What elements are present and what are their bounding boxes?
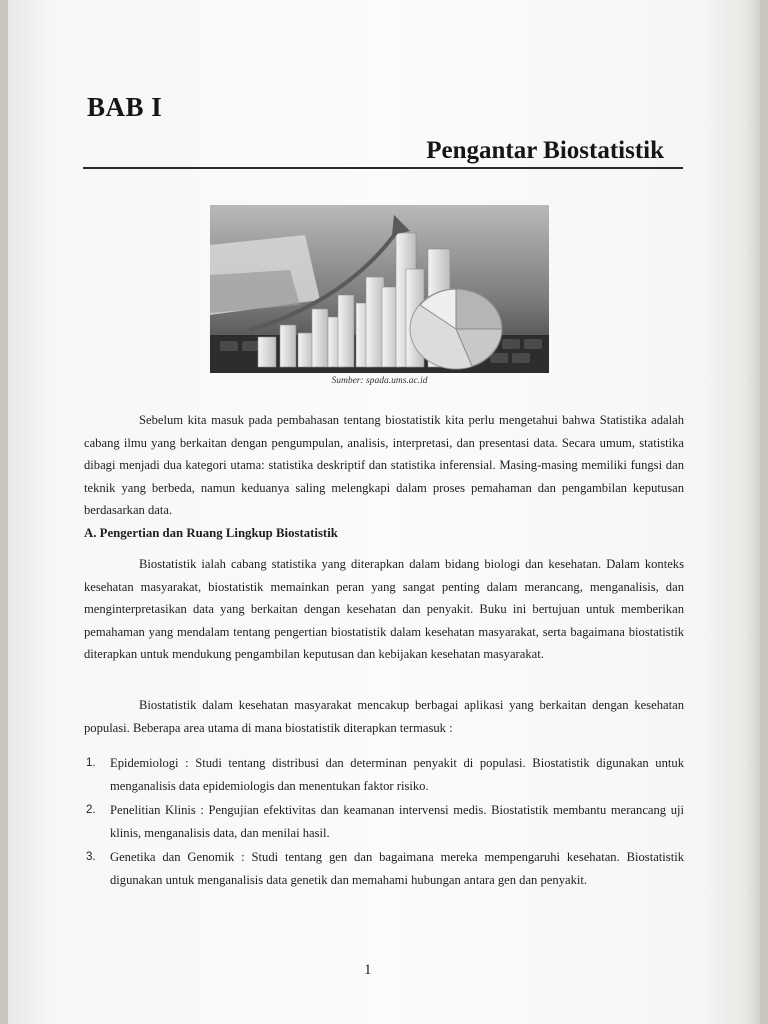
page-number: 1 — [364, 962, 372, 978]
list-item-number: 2. — [86, 804, 96, 816]
chapter-label: BAB I — [87, 92, 163, 122]
list-item-text: Genetika dan Genomik : Studi tentang gen dan bagaimana mereka mempengaruhi kesehatan. Biostatistik digunakan untuk menganalisis data genetik dan memahami hubungan antara gen dan penyakit. — [110, 850, 684, 887]
section-heading: A. Pengertian dan Ruang Lingkup Biostatistik — [84, 526, 338, 540]
list-item-number: 3. — [86, 851, 96, 863]
page-edge-shadow — [746, 0, 760, 1024]
section-paragraph-1: Biostatistik ialah cabang statistika yang diterapkan dalam bidang biologi dan kesehatan. Dalam konteks kesehatan masyarakat, biostatistik memainkan peran yang sangat penting dalam merancang, menganalisis, dan menginterpretasikan data yang berkaitan dengan kesehatan dan penyakit. Buku ini bertujuan untuk memberikan pemahaman yang mendalam tentang pengertian biostatistik dalam kesehatan masyarakat, serta bagaimana biostatistik diterapkan untuk mendukung pengambilan keputusan dan kebijakan kesehatan masyarakat. — [84, 557, 684, 661]
list-item-text: Penelitian Klinis : Pengujian efektivitas dan keamanan intervensi medis. Biostatistik membantu merancang uji klinis, menganalisis data, dan menilai hasil. — [110, 803, 684, 840]
list-item — [84, 752, 684, 797]
title-divider — [83, 167, 683, 169]
figure-caption: Sumber: spada.ums.ac.id — [331, 376, 428, 386]
intro-paragraph: Sebelum kita masuk pada pembahasan tentang biostatistik kita perlu mengetahui bahwa Statistika adalah cabang ilmu yang berkaitan dengan pengumpulan, analisis, interpretasi, dan presentasi data. Secara umum, statistika dibagi menjadi dua kategori utama: statistika deskriptif dan statistika inferensial. Masing-masing memiliki fungsi dan teknik yang berbeda, namun keduanya saling melengkapi dalam proses pemahaman dan pengambilan keputusan berdasarkan data. — [84, 413, 684, 517]
list-item-text: Epidemiologi : Studi tentang distribusi dan determinan penyakit di populasi. Biostatistik digunakan untuk menganalisis data epidemiologis dan menentukan faktor risiko. — [110, 756, 684, 793]
chapter-title: Pengantar Biostatistik — [426, 137, 664, 164]
list-item — [84, 799, 684, 844]
section-paragraph-2: Biostatistik dalam kesehatan masyarakat mencakup berbagai aplikasi yang berkaitan dengan kesehatan populasi. Beberapa area utama di mana biostatistik diterapkan termasuk : — [84, 698, 684, 735]
application-list — [84, 752, 684, 893]
list-item-number: 1. — [86, 757, 96, 769]
document-page — [8, 0, 760, 1024]
list-item — [84, 846, 684, 891]
chart-photo — [210, 205, 549, 373]
chart-photo-illustration — [210, 205, 549, 373]
